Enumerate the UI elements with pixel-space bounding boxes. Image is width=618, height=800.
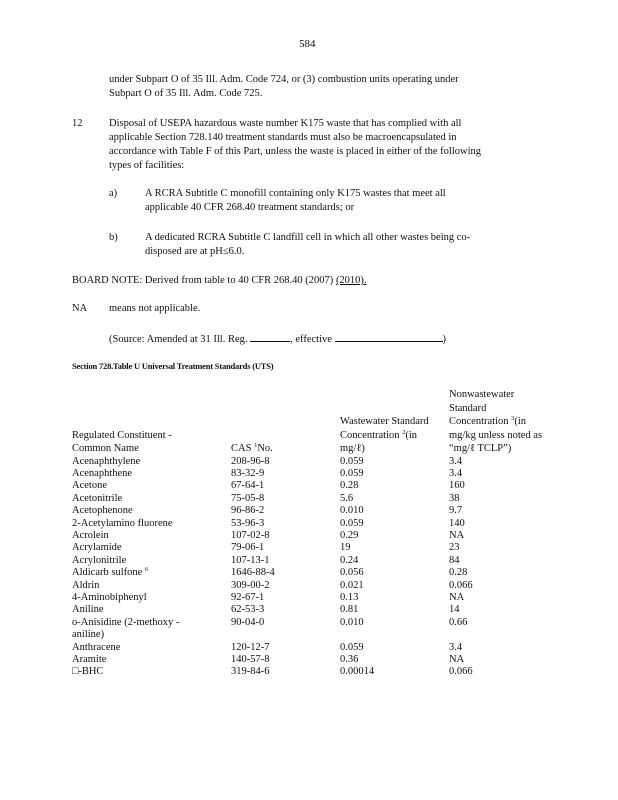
cell-cas: 83-32-9 — [231, 467, 265, 479]
source-mid: , effective — [290, 334, 332, 345]
table-row — [72, 505, 547, 517]
table-row — [72, 456, 547, 468]
cell-wastewater: 0.059 — [340, 517, 364, 529]
cell-constituent: Acrolein — [72, 529, 109, 541]
cell-nonwastewater: 3.4 — [449, 641, 463, 653]
cell-cas: 62-53-3 — [231, 604, 265, 616]
cell-nonwastewater: 38 — [449, 492, 460, 504]
cell-wastewater: 0.010 — [340, 616, 364, 628]
item12-b-line: A dedicated RCRA Subtitle C landfill cell in which all other wastes being co- — [145, 232, 471, 243]
cell-wastewater: 0.059 — [340, 641, 364, 653]
cell-cas: 90-04-0 — [231, 616, 265, 628]
cell-wastewater: 0.24 — [340, 554, 359, 566]
cell-constituent: Acetonitrile — [72, 492, 123, 504]
reg-blank — [250, 331, 290, 342]
cell-cas: 140-57-8 — [231, 654, 270, 665]
item11-line1: under Subpart O of 35 Ill. Adm. Code 724, or (3) combustion units operating under — [109, 74, 459, 85]
cell-nonwastewater: 3.4 — [449, 467, 463, 479]
cell-constituent: Anthracene — [72, 641, 121, 653]
cell-constituent: Acenaphthene — [72, 467, 133, 479]
table-row — [72, 617, 547, 642]
cell-wastewater: 0.81 — [340, 604, 359, 616]
cell-nonwastewater: 9.7 — [449, 505, 463, 517]
cell-nonwastewater: NA — [449, 654, 465, 665]
table-header-row — [72, 388, 547, 456]
table-row — [72, 604, 547, 616]
cell-cas: 309-00-2 — [231, 579, 270, 591]
cell-cas: 120-12-7 — [231, 641, 270, 653]
cell-nonwastewater: 84 — [449, 554, 460, 566]
cell-cas: 319-84-6 — [231, 666, 270, 678]
cell-constituent: Aldicarb sulfone $^6$ — [72, 566, 149, 579]
cell-nonwastewater: 0.28 — [449, 567, 468, 579]
cell-wastewater: 19 — [340, 542, 351, 554]
table-row — [72, 530, 547, 542]
header-constituent: Regulated Constituent - Common Name — [72, 429, 172, 454]
cell-wastewater: 5.6 — [340, 492, 354, 504]
cell-cas: 79-06-1 — [231, 542, 265, 554]
cell-wastewater: 0.010 — [340, 505, 364, 517]
cell-constituent: Acrylonitrile — [72, 554, 127, 566]
cell-constituent: 2-Acetylamino fluorene — [72, 517, 173, 529]
cell-cas: 92-67-1 — [231, 591, 265, 603]
table-row — [72, 542, 547, 554]
cell-constituent: □-BHC — [72, 666, 104, 678]
cell-cas: 96-86-2 — [231, 505, 265, 517]
item12-number: 12 — [72, 118, 83, 129]
cell-cas: 208-96-8 — [231, 455, 270, 467]
board-note — [72, 274, 367, 288]
source-note — [109, 331, 446, 347]
cell-constituent: Aramite — [72, 654, 107, 665]
item12-b-label: b) — [109, 232, 118, 243]
cell-constituent: Acrylamide — [72, 542, 122, 554]
cell-wastewater: 0.29 — [340, 529, 359, 541]
item12-a-line: A RCRA Subtitle C monofill containing only K175 wastes that meet all — [145, 188, 446, 199]
cell-nonwastewater: NA — [449, 529, 465, 541]
cell-nonwastewater: 0.066 — [449, 579, 473, 591]
cell-wastewater: 0.36 — [340, 654, 359, 665]
cell-wastewater: 0.021 — [340, 579, 364, 591]
cell-constituent: Aldrin — [72, 579, 100, 591]
cell-wastewater: 0.28 — [340, 480, 359, 492]
table-row — [72, 580, 547, 592]
cell-wastewater: 0.00014 — [340, 666, 375, 678]
cell-nonwastewater: 14 — [449, 604, 460, 616]
table-row — [72, 642, 547, 654]
board-note-text: BOARD NOTE: Derived from table to 40 CFR 268.40 (2007) — [72, 275, 334, 286]
item12-line: Disposal of USEPA hazardous waste number K175 waste that has complied with all — [109, 118, 462, 129]
table-row — [72, 567, 547, 579]
uts-table — [72, 388, 547, 679]
cell-cas: 53-96-3 — [231, 517, 265, 529]
item12-line: applicable Section 728.140 treatment standards must also be macroencapsulated in — [109, 132, 457, 143]
cell-cas: 1646-88-4 — [231, 567, 275, 579]
header-wastewater: Wastewater Standard Concentration $^2$(in mg/ℓ) — [340, 416, 429, 454]
cell-constituent: 4-Aminobiphenyl — [72, 591, 147, 603]
cell-nonwastewater: 0.66 — [449, 616, 468, 628]
table-row — [72, 592, 547, 604]
item12-line: types of facilities: — [109, 160, 185, 171]
cell-cas: 75-05-8 — [231, 492, 265, 504]
cell-constituent: o-Anisidine (2-methoxy - aniline) — [72, 616, 180, 641]
table-row — [72, 666, 547, 678]
section-heading: Section 728.Table U Universal Treatment Standards (UTS) — [72, 361, 274, 371]
source-end: ) — [442, 334, 447, 345]
table-row — [72, 654, 547, 666]
table-row — [72, 468, 547, 480]
table-row — [72, 555, 547, 567]
effective-blank — [335, 331, 443, 342]
cell-nonwastewater: 3.4 — [449, 455, 463, 467]
cell-wastewater: 0.059 — [340, 455, 364, 467]
cell-nonwastewater: 160 — [449, 480, 465, 492]
cell-nonwastewater: 23 — [449, 542, 460, 554]
board-note-amended-year: (2010) — [335, 275, 364, 286]
cell-constituent: Acetone — [72, 480, 107, 492]
cell-nonwastewater: 0.066 — [449, 666, 473, 678]
cell-constituent: Acetophenone — [72, 505, 133, 517]
header-cas: CAS $^1$No. — [231, 442, 273, 454]
item12-b-line: disposed are at pH≤6.0. — [145, 246, 245, 257]
cell-cas: 107-02-8 — [231, 529, 270, 541]
cell-nonwastewater: NA — [449, 591, 465, 603]
item11-line2: Subpart O of 35 Ill. Adm. Code 725. — [109, 88, 263, 99]
cell-wastewater: 0.056 — [340, 567, 364, 579]
cell-constituent: Acenaphthylene — [72, 455, 141, 467]
na-text: means not applicable. — [109, 303, 201, 314]
table-row — [72, 493, 547, 505]
table-row — [72, 480, 547, 492]
table-row — [72, 518, 547, 530]
cell-wastewater: 0.059 — [340, 467, 364, 479]
board-note-end: . — [363, 275, 367, 286]
cell-wastewater: 0.13 — [340, 591, 359, 603]
header-nonwastewater: Nonwastewater Standard Concentration $^3$(in mg/kg unless noted as “mg/ℓ TCLP”) — [449, 389, 543, 454]
na-abbr: NA — [72, 303, 88, 314]
item12-line: accordance with Table F of this Part, unless the waste is placed in either of the following — [109, 146, 482, 157]
cell-cas: 107-13-1 — [231, 554, 270, 566]
cell-cas: 67-64-1 — [231, 480, 265, 492]
item12-a-label: a) — [109, 188, 118, 199]
cell-constituent: Aniline — [72, 604, 104, 616]
page-number: 584 — [299, 38, 316, 50]
source-prefix: (Source: Amended at 31 Ill. Reg. — [109, 334, 248, 345]
cell-nonwastewater: 140 — [449, 517, 465, 529]
item12-a-line: applicable 40 CFR 268.40 treatment standards; or — [145, 202, 355, 213]
